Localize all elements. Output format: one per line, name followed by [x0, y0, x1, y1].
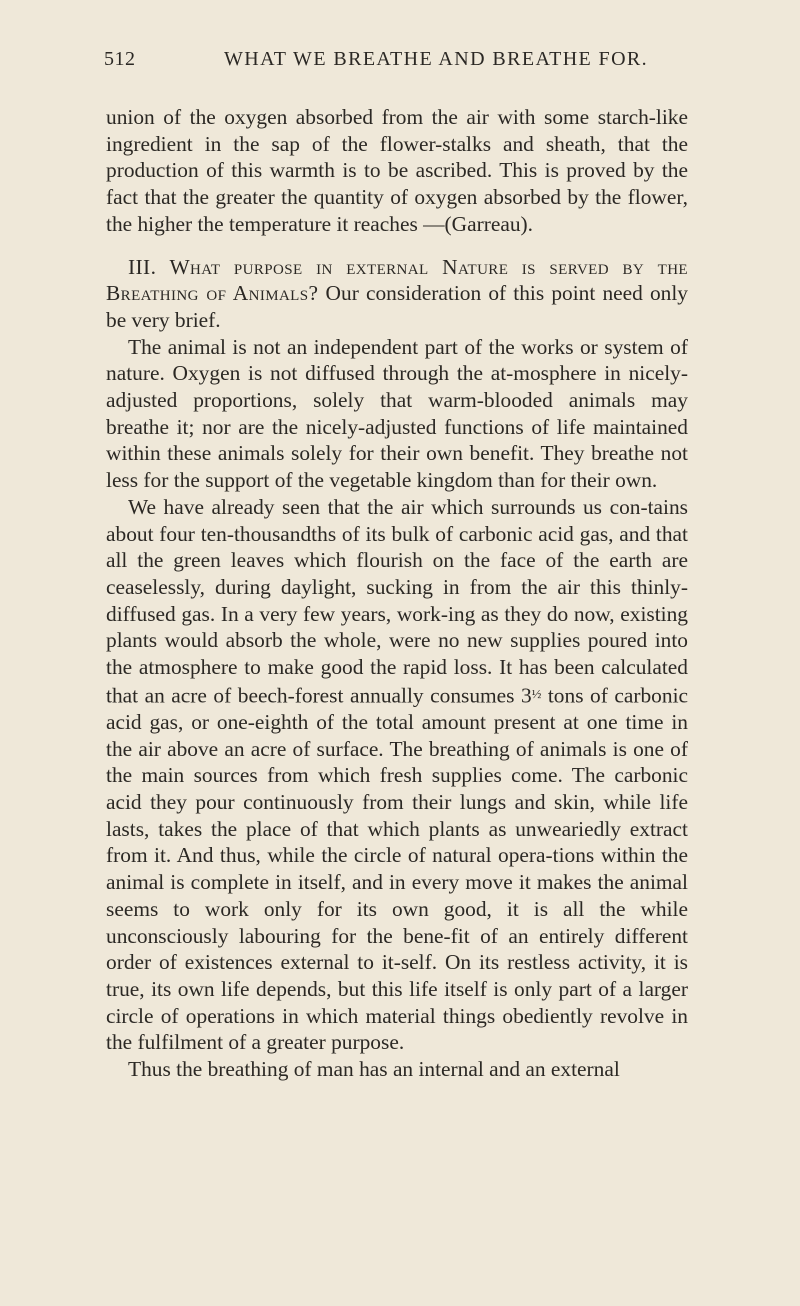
- fraction-half: ½: [531, 686, 542, 701]
- section-heading: III. What purpose in external Nature is served by the Breathing of Animals?: [106, 254, 688, 306]
- paragraph-animal-nature: The animal is not an independent part of the works or system of nature. Oxygen is not diffused through the at-mosphere in nicely-adjusted proportions, solely that warm-blooded animals may breathe it; nor are the nicely-adjusted functions of life maintained within these animals solely for their own benefit. They breathe not less for the support of the vegetable kingdom than for their own.: [106, 334, 688, 493]
- page-number: 512: [104, 48, 136, 70]
- paragraph-text-part: We have already seen that the air which surrounds us con-tains about four ten-thousandths of its bulk of carbonic acid gas, and that all the green leaves which flourish on the face of the earth are ceaselessly, during daylight, sucking in from the air this thinly-diffused gas. In a very few years, work-ing as they do now, existing plants would absorb the whole, were no new supplies poured into the atmosphere to make good the rapid loss. It has been calculated that an acre of beech-forest annually consumes 3: [106, 494, 688, 708]
- paragraph-continuation: union of the oxygen absorbed from the air with some starch-like ingredient in the sap of the flower-stalks and sheath, that the production of this warmth is to be ascribed. This is proved by the fact that the greater the quantity of oxygen absorbed by the flower, the higher the temperature it reaches —(Garreau).: [106, 105, 688, 236]
- paragraph-carbonic-acid: [106, 494, 688, 1056]
- paragraph-closing: Thus the breathing of man has an internal and an external: [128, 1057, 620, 1082]
- page-header: [104, 48, 678, 78]
- section-intro: Our consideration of this point need only be very brief.: [106, 281, 688, 332]
- paragraph-text-part: tons of carbonic acid gas, or one-eighth of the total amount present at one time in the air above an acre of surface. The breathing of animals is one of the main sources from which fresh supplies come. The carbonic acid they pour continuously from their lungs and skin, while life lasts, takes the place of that which plants as unweariedly extract from it. And thus, while the circle of natural opera-tions within the animal is complete in itself, and in every move it makes the animal seems to work only for its own good, it is all the while unconsciously labouring for the bene-fit of an entirely different order of existences external to it-self. On its restless activity, it is true, its own life depends, but this life itself is only part of a larger circle of operations in which material things obediently revolve in the fulfilment of a greater purpose.: [106, 683, 688, 1055]
- paragraph-section-three: [106, 254, 688, 334]
- body-text: [106, 104, 688, 1083]
- running-title: WHAT WE BREATHE AND BREATHE FOR.: [224, 48, 649, 70]
